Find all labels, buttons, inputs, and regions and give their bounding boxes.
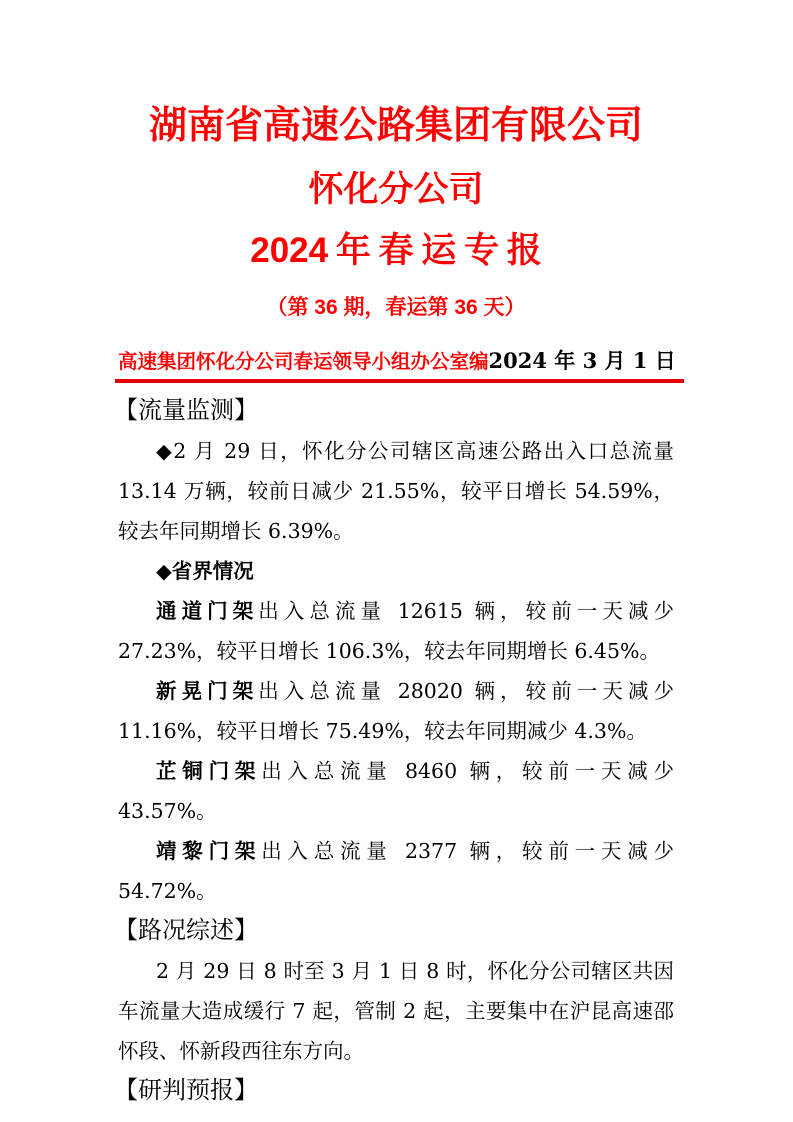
paragraph-lead: 新晃门架	[156, 679, 259, 703]
document-content	[114, 0, 676, 1111]
document-body	[114, 391, 675, 1111]
masthead-editor: 高速集团怀化分公司春运领导小组办公室编	[118, 351, 489, 373]
paragraph-text: 2 月 29 日 8 时至 3 月 1 日 8 时，怀化分公司辖区共因车流量大造成缓行 7 起，管制 2 起，主要集中在沪昆高速邵怀段、怀新段西往东方向。	[118, 959, 674, 1063]
masthead	[118, 348, 674, 375]
section-heading: 【流量监测】	[114, 397, 258, 424]
paragraph-text: 出入总流量 12615 辆，较前一天减少 27.23%，较平日增长 106.3%，较去年同期增长 6.45%。	[118, 599, 674, 663]
masthead-date: 2024 年 3 月 1 日	[488, 348, 676, 373]
paragraph	[118, 831, 674, 911]
paragraph-lead: 芷铜门架	[156, 759, 262, 783]
paragraph	[118, 591, 674, 671]
paragraph	[118, 551, 674, 591]
paragraph	[118, 751, 674, 831]
paragraph-text: 2 月 29 日，怀化分公司辖区高速公路出入口总流量 13.14 万辆，较前日减少 21.55%，较平日增长 54.59%，较去年同期增长 6.39%。	[118, 439, 674, 543]
paragraph-lead: ◆	[156, 439, 174, 463]
paragraph	[118, 431, 674, 551]
doc-title-report: 2024 年 春 运 专 报	[250, 231, 542, 270]
section-heading: 【路况综述】	[114, 917, 258, 944]
paragraph-text: 出入总流量 8460 辆，较前一天减少 43.57%。	[118, 759, 675, 823]
paragraph-text: 出入总流量 2377 辆，较前一天减少 54.72%。	[118, 839, 675, 903]
doc-issue-line: （第 36 期，春运第 36 天）	[266, 296, 526, 319]
section-heading: 【研判预报】	[114, 1077, 258, 1104]
paragraph-lead: 靖黎门架	[156, 839, 262, 863]
doc-title-branch: 怀化分公司	[308, 170, 484, 209]
paragraph-lead: ◆省界情况	[156, 559, 254, 583]
paragraph	[118, 951, 674, 1071]
masthead-rule	[115, 379, 684, 383]
doc-title-company: 湖南省高速公路集团有限公司	[148, 105, 643, 147]
paragraph-lead: 通道门架	[156, 599, 259, 623]
paragraph	[118, 671, 674, 751]
paragraph-text: 出入总流量 28020 辆，较前一天减少 11.16%，较平日增长 75.49%，较去年同期减少 4.3%。	[118, 679, 674, 743]
